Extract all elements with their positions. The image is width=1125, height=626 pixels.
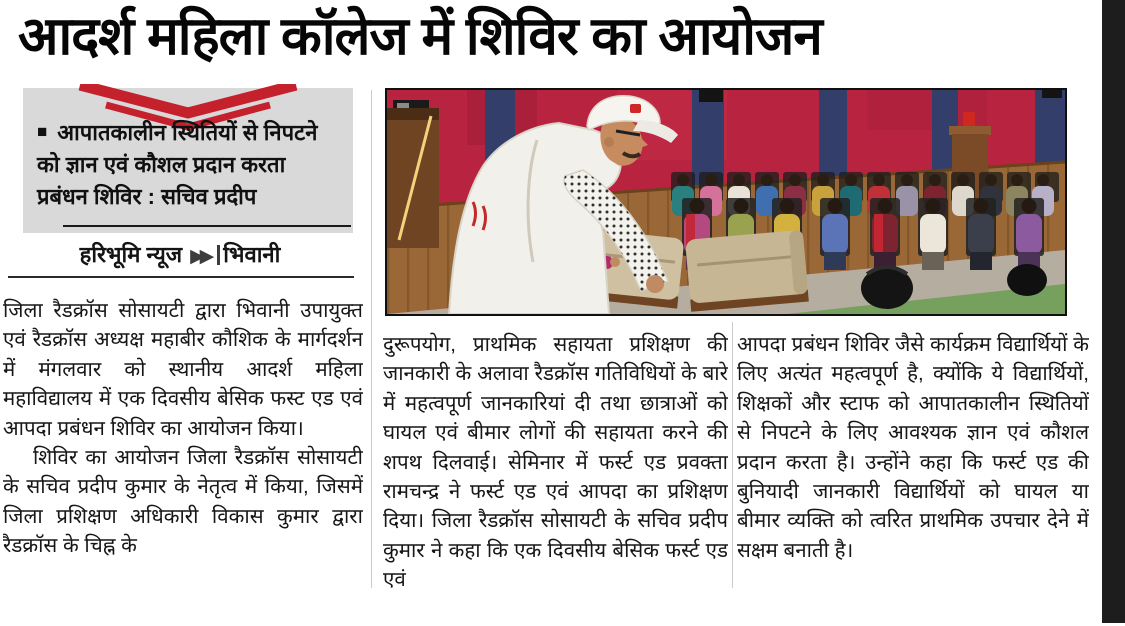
- paragraph: जिला रैडक्रॉस सोसायटी द्वारा भिवानी उपायुक्त एवं रैडक्रॉस अध्यक्ष महाबीर कौशिक के मार्गदर्शन में मंगलवार को स्थानीय आदर्श महिला महाविद्यालय में एक दिवसीय बेसिक फस्ट एड एवं आपदा प्रबंधन शिविर का आयोजन किया।: [3, 299, 363, 440]
- byline-agency: हरिभूमि न्यूज: [79, 242, 183, 267]
- paragraph: आपदा प्रबंधन शिविर जैसे कार्यक्रम विद्यार्थियों के लिए अत्यंत महत्वपूर्ण है, क्योंकि ये विद्यार्थियों, शिक्षकों और स्टाफ को आपातकालीन स्थितियों से निपटने के लिए आवश्यक ज्ञान एवं कौशल प्रदान करता है। उन्होंने कहा कि फर्स्ट एड की बुनियादी जानकारी विद्यार्थियों को घायल या बीमार व्यक्ति को त्वरित प्राथमिक उपचार देने में सक्षम बनाती है।: [737, 333, 1089, 562]
- article-column-2: [383, 330, 728, 596]
- paragraph: दुरूपयोग, प्राथमिक सहायता प्रशिक्षण की जानकारी के अलावा रैडक्रॉस गतिविधियों के बारे में महत्वपूर्ण जानकारियां दी तथा छात्राओं को घायल एवं बीमार लोगों की सहायता करने की शपथ दिलवाई। सेमिनार में फर्स्ट एड प्रवक्ता रामचन्द्र ने फर्स्ट एड एवं आपदा का प्रशिक्षण दिया। जिला रैडक्रॉस सोसायटी के सचिव प्रदीप कुमार ने कहा कि एक दिवसीय बेसिक फर्स्ट एड एवं: [383, 333, 728, 592]
- column-rule: [371, 90, 372, 588]
- highlight-box: [23, 88, 353, 233]
- highlight-box-rule: [63, 225, 351, 227]
- headline: आदर्श महिला कॉलेज में शिविर का आयोजन: [18, 7, 822, 66]
- page-edge-strip: [1102, 0, 1125, 623]
- article-column-3: [737, 330, 1089, 626]
- paragraph: शिविर का आयोजन जिला रैडक्रॉस सोसायटी के सचिव प्रदीप कुमार के नेतृत्व में किया, जिसमें जिला प्रशिक्षण अधिकारी विकास कुमार द्वारा रैडक्रॉस के चिह्न के: [3, 446, 363, 558]
- byline-location: भिवानी: [223, 242, 281, 267]
- byline-bar-icon: [217, 245, 220, 265]
- byline-rule: [8, 276, 354, 278]
- highlight-box-label: आपातकालीन स्थितियों से निपटने को ज्ञान एवं कौशल प्रदान करता प्रबंधन शिविर : सचिव प्रदीप: [37, 120, 318, 209]
- square-bullet-icon: ■: [37, 122, 48, 141]
- byline: [0, 239, 360, 269]
- news-photo: [385, 88, 1067, 316]
- byline-arrows-icon: ▶▶: [190, 246, 210, 267]
- column-rule: [732, 322, 733, 588]
- highlight-box-text: [37, 116, 341, 213]
- article-column-1: [3, 296, 363, 592]
